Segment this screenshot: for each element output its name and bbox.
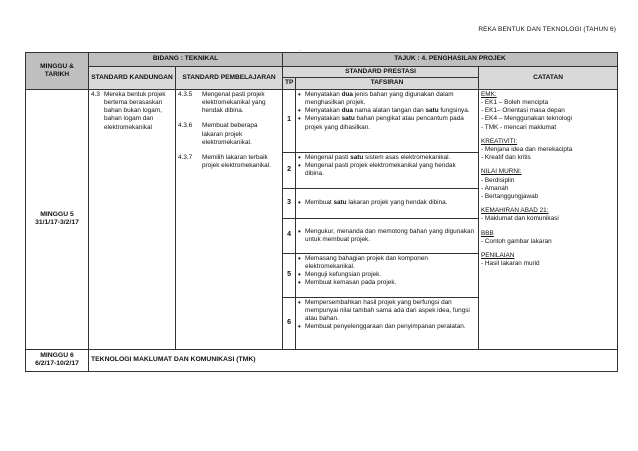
tp-number: 6 — [283, 297, 296, 349]
tp-number: 5 — [283, 253, 296, 297]
week6-topic: TEKNOLOGI MAKLUMAT DAN KOMUNIKASI (TMK) — [89, 349, 618, 371]
bbb-item: - Contoh gambar lakaran — [481, 237, 552, 245]
tp-number: 3 — [283, 188, 296, 218]
tafsiran-item: • Menyatakan dua jenis bahan yang digunakan dalam menghasilkan projek. — [298, 91, 476, 107]
tafsiran-cell — [296, 253, 479, 297]
header-tp: TP — [283, 78, 296, 89]
tafsiran-item: • Menyatakan dua nama alatan tangan dan satu fungsinya. — [298, 107, 476, 115]
sk-number: 4.3 — [91, 90, 100, 98]
bbb-title: BBB — [481, 229, 494, 237]
tafsiran-cell — [296, 218, 479, 253]
nilai-title: NILAI MURNI: — [481, 168, 522, 176]
tafsiran-item: • Membuat penyelenggaraan dan penyimpanan peralatan. — [298, 323, 476, 331]
penilaian-title: PENILAIAN — [481, 251, 515, 259]
tafsiran-item: • Mengenal pasti satu sistem asas elektromekanikal. — [298, 154, 476, 162]
tafsiran-cell — [296, 297, 479, 349]
sp-number: 4.3.6 — [178, 122, 193, 130]
emk-item: - EK4 – Menggunakan teknologi — [481, 115, 572, 123]
dot-mark: . — [300, 47, 302, 53]
sp-item — [178, 91, 280, 116]
sp-text: Memilih lakaran terbaik projek elektromekanikal. — [202, 154, 271, 170]
tafsiran-cell — [296, 89, 479, 152]
tafsiran-item: • Menyatakan satu bahan pengikat atau pencantum pada projek yang dihasilkan. — [298, 115, 476, 131]
emk-item: - EK1– Orientasi masa depan — [481, 107, 565, 115]
sp-number: 4.3.7 — [178, 154, 193, 161]
emk-item: - EK1 – Boleh mencipta — [481, 99, 549, 107]
header-tajuk: TAJUK : 4. PENGHASILAN PROJEK — [283, 53, 618, 67]
header-bidang: BIDANG : TEKNIKAL — [89, 53, 283, 67]
tp-number: 4 — [283, 218, 296, 253]
header-catatan: CATATAN — [479, 67, 618, 90]
tafsiran-item: • Membuat satu lakaran projek yang hendak dibina. — [298, 199, 476, 207]
sp-item — [178, 154, 280, 170]
nilai-item: - Berdisiplin — [481, 176, 515, 184]
nilai-item: - Bertanggungjawab — [481, 192, 539, 200]
header-minggu: MINGGU & TARIKH — [26, 53, 89, 90]
kemahiran-item: - Maklumat dan komunikasi — [481, 215, 559, 223]
sp-number: 4.3.5 — [178, 90, 193, 98]
sp-item — [178, 122, 280, 147]
week5-label: MINGGU 5 — [40, 210, 74, 218]
catatan-cell — [479, 89, 618, 349]
header-standard-pembelajaran: STANDARD PEMBELAJARAN — [176, 67, 283, 90]
tp-number: 2 — [283, 152, 296, 188]
week5-dates: 31/1/17-3/2/17 — [35, 219, 79, 227]
week6-dates: 6/2/17-10/2/17 — [35, 360, 79, 368]
standard-kandungan-cell — [89, 89, 176, 349]
page-header: REKA BENTUK DAN TEKNOLOGI (TAHUN 6) — [478, 26, 616, 33]
tafsiran-item: • Mengukur, menanda dan memotong bahan yang digunakan untuk membuat projek. — [298, 228, 476, 244]
emk-item: - TMK - mencari maklumat — [481, 123, 557, 131]
kreativiti-item: - Kreatif dan kritis — [481, 154, 531, 162]
header-standard-prestasi: STANDARD PRESTASI — [283, 67, 479, 78]
tafsiran-item: • Mengenal pasti projek elektromekanikal yang hendak dibina. — [298, 162, 476, 178]
nilai-item: - Amanah — [481, 184, 509, 192]
tafsiran-item: • Mempersembahkan hasil projek yang berfungsi dan mempunyai nilai tambah sama ada dari aspek idea, fungsi atau bahan. — [298, 299, 476, 324]
kreativiti-item: - Menjana idea dan merekacipta — [481, 146, 573, 153]
sk-text: Mereka bentuk projek bertema berasaskan bahan bukan logam, bahan logam dan elektromekanikal — [104, 90, 166, 131]
kreativiti-title: KREATIVITI: — [481, 137, 518, 145]
rpt-table — [25, 52, 618, 372]
penilaian-item: - Hasil lakaran murid — [481, 260, 540, 268]
tafsiran-cell — [296, 188, 479, 218]
tp-number: 1 — [283, 89, 296, 152]
week6-label: MINGGU 6 — [40, 351, 74, 359]
sp-text: Membuat beberapa lakaran projek elektromekanikal. — [202, 122, 258, 146]
emk-title: EMK: — [481, 90, 497, 98]
tafsiran-cell — [296, 152, 479, 188]
tafsiran-item: • Memasang bahagian projek dan komponen elektromekanikal. — [298, 255, 476, 271]
week5-cell — [26, 89, 89, 349]
week6-cell — [26, 349, 89, 371]
header-standard-kandungan: STANDARD KANDUNGAN — [89, 67, 176, 90]
kemahiran-title: KEMAHIRAN ABAD 21: — [481, 207, 549, 215]
header-tafsiran: TAFSIRAN — [296, 78, 479, 89]
tafsiran-item: • Menguji kefungsian projek. — [298, 271, 476, 279]
sp-text: Mengenal pasti projek elektromekanikal yang hendak dibina. — [202, 90, 266, 115]
tafsiran-item: • Membuat kemasan pada projek. — [298, 279, 476, 287]
standard-pembelajaran-cell — [176, 89, 283, 349]
